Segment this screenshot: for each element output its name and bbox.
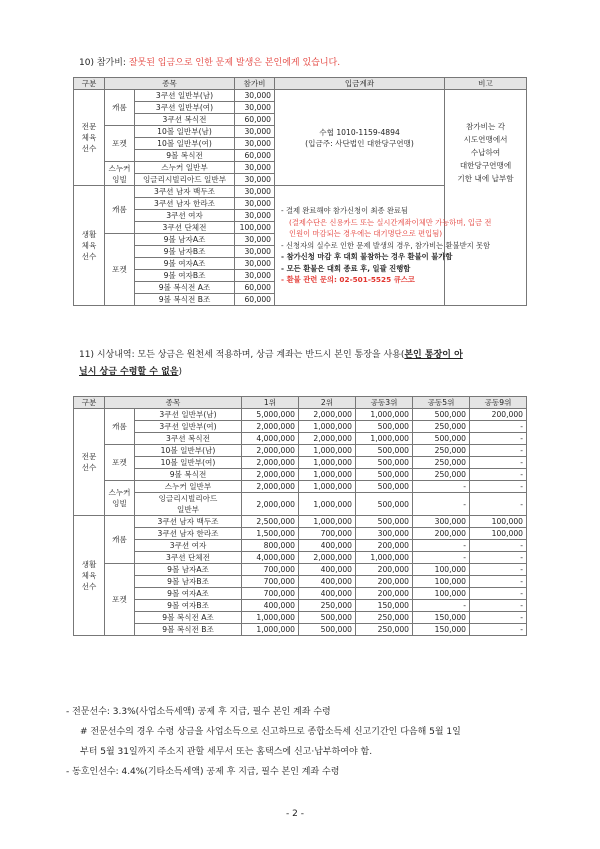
prize-value: 800,000 — [242, 540, 299, 552]
group-pro: 전문 선수 — [74, 409, 105, 516]
prize-value: 700,000 — [242, 588, 299, 600]
event-name: 9볼 남자A조 — [135, 564, 242, 576]
event-name: 잉글리시빌리아드 일반부 — [135, 493, 242, 516]
fee-value: 30,000 — [235, 186, 275, 198]
prize-value: 1,000,000 — [356, 409, 413, 421]
prize-value: 700,000 — [299, 528, 356, 540]
fee-value: 30,000 — [235, 162, 275, 174]
prize-value: 500,000 — [356, 493, 413, 516]
event-name: 3쿠션 일반부(여) — [135, 102, 235, 114]
prize-value: 1,000,000 — [299, 421, 356, 433]
section11-title-line2 — [79, 366, 182, 378]
prize-value: 200,000 — [356, 588, 413, 600]
header-event: 종목 — [105, 397, 242, 409]
fee-value: 30,000 — [235, 210, 275, 222]
table-row — [74, 552, 527, 564]
fee-value: 30,000 — [235, 198, 275, 210]
section11-title-end: ) — [178, 367, 182, 377]
footer-line4: - 동호인선수: 4.4%(기타소득세액) 공제 후 지급, 필수 본인 계좌 수령 — [66, 767, 340, 777]
prize-value: 500,000 — [413, 409, 470, 421]
event-name: 9볼 여자B조 — [135, 600, 242, 612]
prize-value: - — [470, 564, 527, 576]
table-row — [74, 90, 527, 102]
fee-value: 30,000 — [235, 174, 275, 186]
event-name: 9볼 남자B조 — [135, 246, 235, 258]
prize-value: 2,500,000 — [242, 516, 299, 528]
fee-value: 100,000 — [235, 222, 275, 234]
event-name: 3쿠션 단체전 — [135, 552, 242, 564]
section11-title-c: 닐시 상금 수령할 수 없음 — [79, 367, 179, 377]
note-n5: - 참가신청 마감 후 대회 불참하는 경우 환불이 불가함 — [281, 252, 453, 262]
group-life: 생활 체육 선수 — [74, 516, 105, 636]
header-rank: 공동9위 — [470, 397, 527, 409]
prize-value: 2,000,000 — [299, 409, 356, 421]
prize-value: 1,000,000 — [299, 457, 356, 469]
table-row — [74, 409, 527, 421]
prize-value: - — [470, 576, 527, 588]
subgroup-carom: 캐롬 — [105, 409, 135, 445]
event-name: 9볼 남자B조 — [135, 576, 242, 588]
fee-value: 60,000 — [235, 150, 275, 162]
fee-value: 60,000 — [235, 282, 275, 294]
table-row — [74, 457, 527, 469]
event-name: 3쿠션 일반부(여) — [135, 421, 242, 433]
prize-value: 250,000 — [413, 445, 470, 457]
prize-table — [73, 396, 527, 636]
section11-title-a: 11) 시상내역: 모든 상금은 원천세 적용하며, 상금 계좌는 반드시 본인 통장을 사용( — [79, 350, 405, 360]
event-name: 9볼 복식전 — [135, 469, 242, 481]
prize-value: 2,000,000 — [242, 493, 299, 516]
prize-value: 150,000 — [356, 600, 413, 612]
prize-value: 100,000 — [413, 564, 470, 576]
prize-value: 400,000 — [299, 540, 356, 552]
table-row — [74, 528, 527, 540]
prize-value: 1,000,000 — [299, 445, 356, 457]
prize-value: 1,000,000 — [299, 469, 356, 481]
event-name: 9볼 복식전 — [135, 150, 235, 162]
table-row — [74, 588, 527, 600]
section10-title-prefix: 10) 참가비: — [79, 58, 129, 68]
prize-value: 300,000 — [356, 528, 413, 540]
prize-value: 2,000,000 — [242, 481, 299, 493]
prize-value: 400,000 — [299, 576, 356, 588]
event-name: 스누커 일반부 — [135, 481, 242, 493]
table-row — [74, 445, 527, 457]
prize-value: 4,000,000 — [242, 552, 299, 564]
prize-value: - — [470, 469, 527, 481]
event-name: 9볼 여자B조 — [135, 270, 235, 282]
header-division: 구분 — [74, 397, 105, 409]
event-name: 9볼 복식전 A조 — [135, 282, 235, 294]
table-row — [74, 624, 527, 636]
note-n1: - 결제 완료해야 참가신청이 최종 완료됨 — [281, 206, 409, 216]
event-name: 9볼 남자A조 — [135, 234, 235, 246]
fee-value: 30,000 — [235, 90, 275, 102]
subgroup-pocket: 포켓 — [105, 445, 135, 481]
prize-value: 400,000 — [299, 564, 356, 576]
event-name: 10볼 일반부(남) — [135, 126, 235, 138]
prize-value: 150,000 — [413, 624, 470, 636]
prize-value: 500,000 — [356, 445, 413, 457]
event-name: 3쿠션 일반부(남) — [135, 90, 235, 102]
prize-value: 5,000,000 — [242, 409, 299, 421]
event-name: 3쿠션 여자 — [135, 540, 242, 552]
table-row — [74, 493, 527, 516]
subgroup-pocket: 포켓 — [105, 564, 135, 636]
refund-notes — [275, 186, 492, 306]
prize-value: - — [470, 493, 527, 516]
prize-table-header — [74, 397, 527, 409]
fee-value: 60,000 — [235, 114, 275, 126]
prize-value: 300,000 — [413, 516, 470, 528]
prize-value: 100,000 — [413, 588, 470, 600]
prize-value: 1,000,000 — [356, 433, 413, 445]
prize-value: 100,000 — [470, 528, 527, 540]
section11-title-line1 — [79, 349, 463, 361]
prize-value: 200,000 — [356, 540, 413, 552]
prize-value: 500,000 — [356, 457, 413, 469]
event-name: 3쿠션 일반부(남) — [135, 409, 242, 421]
prize-value: 1,000,000 — [242, 624, 299, 636]
event-name: 3쿠션 남자 한라조 — [135, 528, 242, 540]
prize-value: 2,000,000 — [242, 469, 299, 481]
prize-value: 700,000 — [242, 576, 299, 588]
prize-value: 1,000,000 — [299, 516, 356, 528]
prize-value: - — [470, 481, 527, 493]
group-life: 생활 체육 선수 — [74, 186, 105, 306]
prize-value: 200,000 — [356, 564, 413, 576]
header-fee: 참가비 — [235, 78, 275, 90]
fee-value: 30,000 — [235, 270, 275, 282]
prize-value: 400,000 — [299, 588, 356, 600]
prize-value: - — [470, 540, 527, 552]
header-division: 구분 — [74, 78, 105, 90]
prize-value: 150,000 — [413, 612, 470, 624]
fee-value: 30,000 — [235, 246, 275, 258]
header-account: 입금계좌 — [275, 78, 445, 90]
prize-value: - — [470, 433, 527, 445]
fee-table-header — [74, 78, 527, 90]
prize-value: 700,000 — [242, 564, 299, 576]
prize-value: - — [413, 493, 470, 516]
prize-value: 500,000 — [413, 433, 470, 445]
prize-value: 500,000 — [356, 421, 413, 433]
prize-value: 200,000 — [356, 576, 413, 588]
prize-value: 1,000,000 — [356, 552, 413, 564]
prize-value: - — [413, 600, 470, 612]
prize-value: - — [470, 421, 527, 433]
prize-value: 2,000,000 — [299, 433, 356, 445]
event-name: 3쿠션 남자 백두조 — [135, 516, 242, 528]
prize-value: 2,000,000 — [242, 445, 299, 457]
event-name: 9볼 여자A조 — [135, 258, 235, 270]
subgroup-carom: 캐롬 — [105, 516, 135, 564]
prize-value: 500,000 — [356, 516, 413, 528]
subgroup-carom: 캐롬 — [105, 186, 135, 234]
prize-value: 2,000,000 — [242, 421, 299, 433]
event-name: 9볼 복식전 B조 — [135, 294, 235, 306]
fee-value: 30,000 — [235, 138, 275, 150]
event-name: 10볼 일반부(여) — [135, 138, 235, 150]
footer-line1: - 전문선수: 3.3%(사업소득세액) 공제 후 지급, 필수 본인 계좌 수령 — [66, 707, 331, 717]
header-rank: 1위 — [242, 397, 299, 409]
table-row — [74, 516, 527, 528]
event-name: 10볼 일반부(여) — [135, 457, 242, 469]
subgroup-pocket: 포켓 — [105, 234, 135, 306]
prize-value: 500,000 — [356, 469, 413, 481]
prize-value: 100,000 — [470, 516, 527, 528]
prize-value: - — [470, 457, 527, 469]
prize-value: 250,000 — [413, 469, 470, 481]
section11-title-b: 본인 통장이 아 — [404, 350, 463, 360]
header-event: 종목 — [105, 78, 235, 90]
table-row — [74, 481, 527, 493]
prize-value: - — [470, 600, 527, 612]
table-row — [74, 564, 527, 576]
event-name: 3쿠션 남자 한라조 — [135, 198, 235, 210]
prize-value: 1,000,000 — [242, 612, 299, 624]
prize-value: - — [470, 588, 527, 600]
prize-value: 500,000 — [356, 481, 413, 493]
fee-value: 30,000 — [235, 102, 275, 114]
section10-title — [79, 57, 340, 69]
note-n2: (결제수단은 신용카드 또는 실시간계좌이체만 가능하며, 입금 전 — [289, 217, 492, 227]
prize-value: - — [413, 552, 470, 564]
prize-value: 4,000,000 — [242, 433, 299, 445]
footer-line2: # 전문선수의 경우 수령 상금을 사업소득으로 신고하므로 종합소득세 신고기간인 다음해 5월 1일 — [80, 727, 461, 737]
event-name: 3쿠션 복식전 — [135, 433, 242, 445]
note-n4: - 신청자의 실수로 인한 문제 발생의 경우, 참가비는 환불받지 못함 — [281, 240, 491, 250]
event-name: 3쿠션 복식전 — [135, 114, 235, 126]
prize-value: 2,000,000 — [242, 457, 299, 469]
fee-value: 30,000 — [235, 234, 275, 246]
prize-value: - — [470, 445, 527, 457]
event-name: 잉글리시빌리아드 일반부 — [135, 174, 235, 186]
event-name: 3쿠션 여자 — [135, 210, 235, 222]
prize-value: - — [470, 624, 527, 636]
prize-value: 100,000 — [413, 576, 470, 588]
event-name: 3쿠션 남자 백두조 — [135, 186, 235, 198]
prize-value: - — [470, 552, 527, 564]
note-n3: 인원이 마감되는 경우에는 대기명단으로 편입됨) — [289, 229, 443, 239]
prize-value: 200,000 — [413, 528, 470, 540]
event-name: 스누커 일반부 — [135, 162, 235, 174]
subgroup-snooker: 스누커 잉빌 — [105, 162, 135, 186]
prize-value: 400,000 — [242, 600, 299, 612]
header-rank: 공동5위 — [413, 397, 470, 409]
fee-value: 30,000 — [235, 258, 275, 270]
event-name: 10볼 일반부(남) — [135, 445, 242, 457]
prize-value: 1,000,000 — [299, 481, 356, 493]
group-pro: 전문 체육 선수 — [74, 90, 105, 186]
table-row — [74, 576, 527, 588]
prize-value: 250,000 — [356, 624, 413, 636]
section10-warning: 잘못된 입금으로 인한 문제 발생은 본인에게 있습니다. — [128, 58, 341, 68]
event-name: 3쿠션 단체전 — [135, 222, 235, 234]
prize-value: 200,000 — [470, 409, 527, 421]
event-name: 9볼 여자A조 — [135, 588, 242, 600]
remark: 참가비는 각 시도연맹에서 수납하여 대한당구연맹에 기한 내에 납부함 — [445, 90, 527, 306]
prize-value: 250,000 — [413, 457, 470, 469]
header-rank: 공동3위 — [356, 397, 413, 409]
table-row — [74, 612, 527, 624]
prize-value: - — [413, 481, 470, 493]
prize-value: 250,000 — [413, 421, 470, 433]
page-number: - 2 - — [286, 809, 304, 819]
table-row — [74, 600, 527, 612]
event-name: 9볼 복식전 A조 — [135, 612, 242, 624]
event-name: 9볼 복식전 B조 — [135, 624, 242, 636]
prize-value: 500,000 — [299, 624, 356, 636]
prize-value: - — [470, 612, 527, 624]
note-n6: - 모든 환불은 대회 종료 후, 일괄 진행함 — [281, 263, 411, 273]
table-row — [74, 469, 527, 481]
prize-value: 1,000,000 — [299, 493, 356, 516]
prize-value: 2,000,000 — [299, 552, 356, 564]
subgroup-pocket: 포켓 — [105, 126, 135, 162]
prize-value: 1,500,000 — [242, 528, 299, 540]
account-info: 수협 1010-1159-4894 (입금주: 사단법인 대한당구연맹) — [275, 90, 445, 186]
fee-value: 60,000 — [235, 294, 275, 306]
prize-value: - — [413, 540, 470, 552]
table-row — [74, 421, 527, 433]
note-n7: - 환불 관련 문의: 02-501-5525 큐스코 — [281, 275, 415, 285]
subgroup-carom: 캐롬 — [105, 90, 135, 126]
prize-value: 500,000 — [299, 612, 356, 624]
fee-value: 30,000 — [235, 126, 275, 138]
footer-line3: 부터 5월 31일까지 주소지 관할 세무서 또는 홈택스에 신고·납부하여야 함. — [80, 747, 373, 757]
subgroup-snooker: 스누커 잉빌 — [105, 481, 135, 516]
header-remark: 비고 — [445, 78, 527, 90]
prize-value: 250,000 — [299, 600, 356, 612]
fee-table — [73, 77, 527, 306]
header-rank: 2위 — [299, 397, 356, 409]
table-row — [74, 540, 527, 552]
table-row — [74, 433, 527, 445]
prize-value: 250,000 — [356, 612, 413, 624]
